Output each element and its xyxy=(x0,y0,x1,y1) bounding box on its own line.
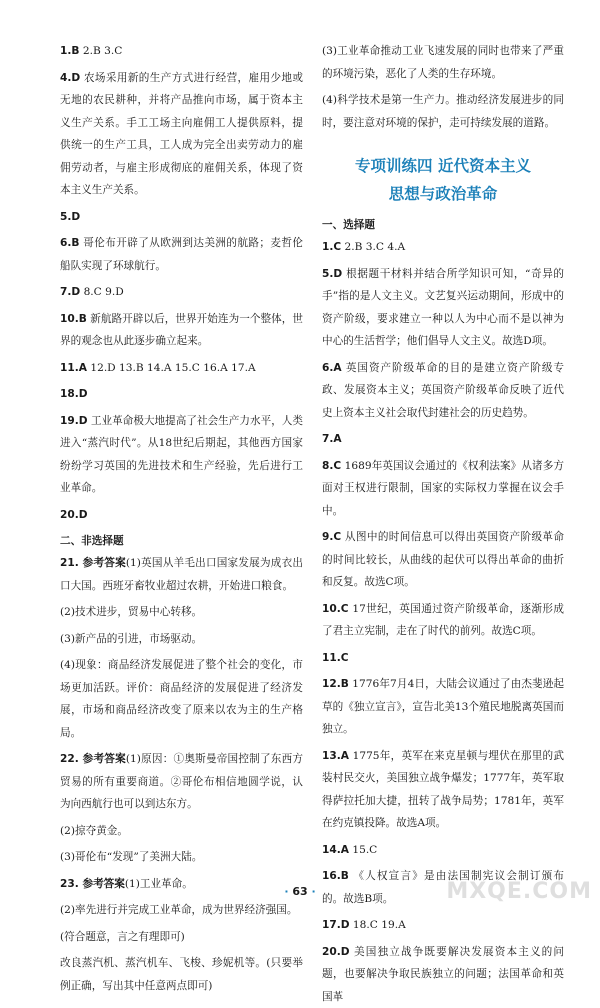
page-number-text: 63 xyxy=(292,885,307,898)
answer-text: 2.B 3.C xyxy=(79,45,122,57)
answer-text: (1)原因：①奥斯曼帝国控制了东西方贸易的所有重要商道。②哥伦布相信地圆学说，认为向西航行也可以到达东方。 xyxy=(60,753,303,810)
answer-item xyxy=(322,914,564,937)
answer-text: 12.D 13.B 14.A 15.C 16.A 17.A xyxy=(87,362,256,374)
answer-text: 工业革命极大地提高了社会生产力水平，人类进入“蒸汽时代”。从18世纪后期起，其他西方国家纷纷学习英国的先进技术和生产经验，先后进行工业革命。 xyxy=(60,415,303,495)
question-number: 7.D xyxy=(60,286,80,298)
answer-text: 改良蒸汽机、蒸汽机车、飞梭、珍妮机等。(只要举例正确，写出其中任意两点即可) xyxy=(60,957,303,992)
answer-item xyxy=(322,673,564,741)
reference-answer-label: 参考答案 xyxy=(79,557,126,569)
answer-item xyxy=(60,504,303,527)
answer-text: (1)英国从羊毛出口国家发展为成衣出口大国。西班牙畜牧业超过农耕，开始进口粮食。 xyxy=(60,557,303,592)
answer-text: 英国资产阶级革命的目的是建立资产阶级专政、发展资本主义；英国资产阶级革命反映了近代史上资本主义社会取代封建社会的历史趋势。 xyxy=(322,362,564,419)
answer-item xyxy=(60,281,303,304)
answer-text: 15.C xyxy=(349,844,377,856)
left-section-heading: 二、非选择题 xyxy=(60,530,303,552)
question-number: 21. xyxy=(60,557,79,569)
answer-item xyxy=(322,745,564,835)
question-number: 10.B xyxy=(60,313,87,325)
page-number: · 63 · xyxy=(0,885,600,898)
answer-text: 1776年7月4日，大陆会议通过了由杰斐逊起草的《独立宣言》，宣告北美13个殖民地脱离英国而独立。 xyxy=(322,678,564,735)
answer-text: (4)现象：商品经济发展促进了整个社会的变化，市场更加活跃。评价：商品经济的发展促进了经济发展，市场和商品经济改变了原来以农为主的生产格局。 xyxy=(60,659,303,739)
answer-item xyxy=(60,67,303,202)
question-number: 20.D xyxy=(60,509,88,521)
answer-item xyxy=(60,820,303,843)
answer-item xyxy=(60,206,303,229)
question-number: 17.D xyxy=(322,919,350,931)
answer-item xyxy=(322,40,564,85)
reference-answer-label: 参考答案 xyxy=(79,753,126,765)
question-number: 14.A xyxy=(322,844,349,856)
answer-text: 2.B 3.C 4.A xyxy=(341,241,405,253)
answer-item xyxy=(322,263,564,353)
right-column xyxy=(322,40,564,1008)
answer-item xyxy=(322,357,564,425)
question-number: 6.B xyxy=(60,237,79,249)
answer-text: (符合题意，言之有理即可) xyxy=(60,931,185,943)
answer-item xyxy=(60,383,303,406)
answer-item xyxy=(322,941,564,1008)
question-number: 10.C xyxy=(322,603,349,615)
question-number: 11.A xyxy=(60,362,87,374)
question-number: 22. xyxy=(60,753,79,765)
question-number: 5.D xyxy=(322,268,342,280)
question-number: 20.D xyxy=(322,946,350,958)
answer-text: (3)哥伦布“发现”了美洲大陆。 xyxy=(60,851,202,863)
question-number: 1.B xyxy=(60,45,79,57)
left-column xyxy=(60,40,303,997)
answer-text: 1689年英国议会通过的《权利法案》从诸多方面对王权进行限制，国家的实际权力掌握在议会手中。 xyxy=(322,460,564,517)
answer-item xyxy=(60,846,303,869)
answer-text: (1)工业革命。 xyxy=(125,878,193,890)
answer-text: 《人权宣言》是由法国制宪议会制订颁布的。故选B项。 xyxy=(322,870,564,905)
question-number: 12.B xyxy=(322,678,349,690)
answer-text: 8.C 9.D xyxy=(80,286,124,298)
answer-item xyxy=(322,598,564,643)
answer-text: (3)工业革命推动工业飞速发展的同时也带来了严重的环境污染，恶化了人类的生存环境。 xyxy=(322,45,564,80)
answer-item xyxy=(322,428,564,451)
answer-item xyxy=(60,628,303,651)
answer-text: (2)率先进行并完成工业革命，成为世界经济强国。 xyxy=(60,904,297,916)
answer-text: 新航路开辟以后，世界开始连为一个整体，世界的观念也从此逐步确立起来。 xyxy=(60,313,303,348)
answer-text: 18.C 19.A xyxy=(350,919,406,931)
answer-text: 农场采用新的生产方式进行经营，雇用少地或无地的农民耕种，并将产品推向市场，属于资本主义生产关系。手工工场主向雇佣工人提供原料，提供统一的生产工具，工人成为完全出卖劳动力的雇佣劳动者，与雇主形成彻底的雇佣关系，体现了资本主义生产关系。 xyxy=(60,72,303,197)
question-number: 19.D xyxy=(60,415,88,427)
question-number: 1.C xyxy=(322,241,341,253)
question-number: 11.C xyxy=(322,652,349,664)
answer-item xyxy=(60,654,303,744)
section-title-line1: 专项训练四 近代资本主义 xyxy=(322,152,564,180)
answer-text: (3)新产品的引进，市场驱动。 xyxy=(60,633,202,645)
answer-text: (2)技术进步，贸易中心转移。 xyxy=(60,606,202,618)
question-number: 4.D xyxy=(60,72,80,84)
question-number: 9.C xyxy=(322,531,341,543)
answer-text: 1775年，英军在来克星顿与埋伏在那里的武装村民交火，美国独立战争爆发；1777年，英军取得萨拉托加大捷，扭转了战争局势；1781年，英军在约克镇投降。故选A项。 xyxy=(322,750,564,830)
answer-text: (2)掠夺黄金。 xyxy=(60,825,128,837)
answer-text: (4)科学技术是第一生产力。推动经济发展进步的同时，要注意对环境的保护，走可持续发展的道路。 xyxy=(322,94,564,129)
answer-item xyxy=(322,89,564,134)
answer-text: 哥伦布开辟了从欧洲到达美洲的航路；麦哲伦船队实现了环球航行。 xyxy=(60,237,303,272)
answer-item xyxy=(322,455,564,523)
answer-item xyxy=(60,308,303,353)
question-number: 18.D xyxy=(60,388,88,400)
answer-item xyxy=(322,236,564,259)
answer-item xyxy=(60,926,303,949)
answer-item xyxy=(60,357,303,380)
watermark-logo: MXQE.COM xyxy=(446,879,592,904)
right-section-heading: 一、选择题 xyxy=(322,214,564,236)
answer-item xyxy=(60,748,303,816)
question-number: 16.B xyxy=(322,870,349,882)
question-number: 7.A xyxy=(322,433,342,445)
answer-item xyxy=(60,952,303,997)
question-number: 13.A xyxy=(322,750,349,762)
answer-item xyxy=(322,839,564,862)
answer-item xyxy=(60,552,303,597)
answer-text: 从图中的时间信息可以得出英国资产阶级革命的时间比较长，从曲线的起伏可以得出革命的曲折和反复。故选C项。 xyxy=(322,531,564,588)
answer-text: 17世纪，英国通过资产阶级革命，逐渐形成了君主立宪制，走在了时代的前列。故选C项。 xyxy=(322,603,564,638)
answer-item xyxy=(322,647,564,670)
answer-item xyxy=(60,410,303,500)
answer-item xyxy=(60,40,303,63)
answer-item xyxy=(322,526,564,594)
answer-text: 根据题干材料并结合所学知识可知，“奇异的手”指的是人文主义。文艺复兴运动期间，形成中的资产阶级，要求建立一种以人为中心而不是以神为中心的生活哲学；他们倡导人文主义。故选D项。 xyxy=(322,268,564,348)
question-number: 6.A xyxy=(322,362,342,374)
question-number: 8.C xyxy=(322,460,341,472)
answer-item xyxy=(60,232,303,277)
left-answer-list xyxy=(60,40,303,526)
question-number: 23. xyxy=(60,878,79,890)
answer-text: 美国独立战争既要解决发展资本主义的问题，也要解决争取民族独立的问题；法国革命和英国革 xyxy=(322,946,564,1003)
question-number: 5.D xyxy=(60,211,80,223)
section-title-line2: 思想与政治革命 xyxy=(322,180,564,208)
right-continued-answers xyxy=(322,40,564,134)
left-nonchoice-list xyxy=(60,552,303,997)
answer-item xyxy=(60,601,303,624)
answer-item xyxy=(60,899,303,922)
reference-answer-label: 参考答案 xyxy=(79,878,125,890)
